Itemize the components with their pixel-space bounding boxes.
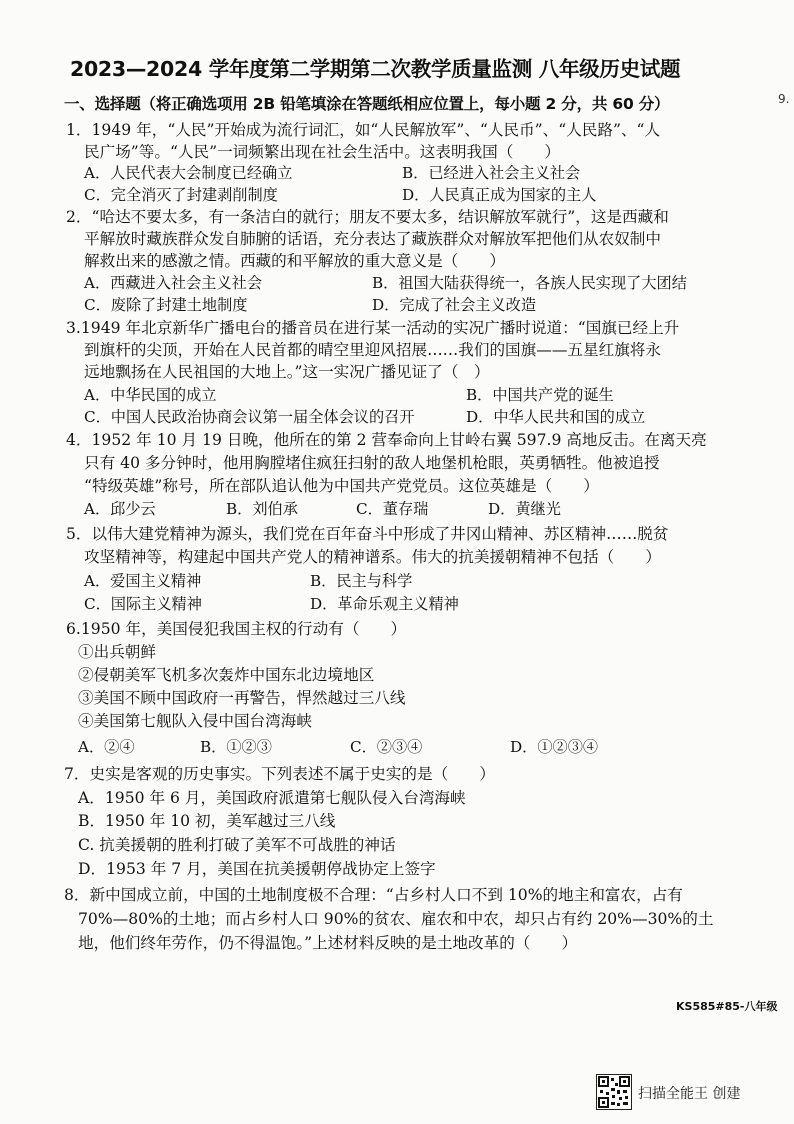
q2-line-2: 平解放时藏族群众发自肺腑的话语，充分表达了藏族群众对解放军把他们从农奴制中 [84,230,661,248]
paper-code: KS585#85-八年级 [676,1000,778,1013]
side-mark: 9. [778,92,790,106]
q2-line-3: 解救出来的感激之情。西藏的和平解放的重大意义是（ ） [84,252,506,270]
q4-line-1: 4．1952 年 10 月 19 日晚，他所在的第 2 营奉命向上甘岭右翼 597.9 高地反击。在离天亮 [66,431,707,449]
q6-option-c: C．②③④ [350,738,423,756]
q7-option-d: D．1953 年 7 月，美国在抗美援朝停战协定上签字 [78,860,436,878]
q4-option-a: A．邱少云 [84,500,156,518]
q2-option-c: C．废除了封建土地制度 [84,296,248,314]
q8-line-1: 8．新中国成立前，中国的土地制度极不合理：“占乡村人口不到 10%的地主和富农，占有 [64,886,683,904]
q7-option-c: C. 抗美援朝的胜利打破了美军不可战胜的神话 [78,836,396,854]
q3-line-2: 到旗杆的尖顶，开始在人民首都的晴空里迎风招展……我们的国旗——五星红旗将永 [84,341,661,359]
q5-option-d: D．革命乐观主义精神 [310,595,459,613]
q1-option-d: D．人民真正成为国家的主人 [402,186,597,204]
q6-item-4: ④美国第七舰队入侵中国台湾海峡 [78,712,312,730]
q1-line-2: 民广场”等。“人民”一词频繁出现在社会生活中。这表明我国（ ） [84,143,561,161]
q1-line-1: 1．1949 年，“人民”开始成为流行词汇，如“人民解放军”、“人民币”、“人民路”、“人 [66,121,661,139]
q2-option-a: A．西藏进入社会主义社会 [84,274,263,292]
q5-option-c: C．国际主义精神 [84,595,202,613]
q4-option-b: B．刘伯承 [226,500,298,518]
q6-item-1: ①出兵朝鲜 [78,643,156,661]
q5-line-1: 5．以伟大建党精神为源头，我们党在百年奋斗中形成了井冈山精神、苏区精神……脱贫 [66,525,669,543]
q4-option-c: C．董存瑞 [356,500,429,518]
scanner-watermark: 扫描全能王 创建 [638,1086,741,1102]
section-heading: 一、选择题（将正确选项用 2B 铅笔填涂在答题纸相应位置上，每小题 2 分，共 60 分） [64,95,670,113]
q3-line-1: 3.1949 年北京新华广播电台的播音员在进行某一活动的实况广播时说道：“国旗已经上升 [66,319,680,337]
q3-option-d: D．中华人民共和国的成立 [466,408,646,426]
q3-option-a: A．中华民国的成立 [84,386,217,404]
q3-line-3: 远地飘扬在人民祖国的大地上。”这一实况广播见证了（ ） [84,363,490,381]
q6-item-3: ③美国不顾中国政府一再警告，悍然越过三八线 [78,689,406,707]
q3-option-b: B．中国共产党的诞生 [466,386,614,404]
q8-line-2: 70%—80%的土地；而占乡村人口 90%的贫农、雇农和中农，却只占有约 20%—30%的土 [78,910,714,928]
q4-line-2: 只有 40 多分钟时，他用胸膛堵住疯狂扫射的敌人地堡机枪眼，英勇牺牲。他被追授 [84,454,660,472]
q6-item-2: ②侵朝美军飞机多次轰炸中国东北边境地区 [78,666,375,684]
q1-option-a: A．人民代表大会制度已经确立 [84,164,293,182]
q4-line-3: “特级英雄”称号，所在部队追认他为中国共产党党员。这位英雄是（ ） [84,477,599,495]
q5-option-a: A．爱国主义精神 [84,572,202,590]
q5-option-b: B．民主与科学 [310,572,413,590]
q6-line-1: 6.1950 年，美国侵犯我国主权的行动有（ ） [66,620,407,638]
exam-title: 2023—2024 学年度第二学期第二次教学质量监测 八年级历史试题 [70,57,681,81]
q8-line-3: 地，他们终年劳作，仍不得温饱。”上述材料反映的是土地改革的（ ） [78,934,578,952]
qr-code-icon [596,1074,632,1110]
q7-option-b: B．1950 年 10 初，美军越过三八线 [78,812,336,830]
q4-option-d: D．黄继光 [488,500,561,518]
q1-option-c: C．完全消灭了封建剥削制度 [84,186,278,204]
q5-line-2: 攻坚精神等，构建起中国共产党人的精神谱系。伟大的抗美援朝精神不包括（ ） [84,548,661,566]
q2-option-b: B．祖国大陆获得统一，各族人民实现了大团结 [372,274,687,292]
q6-option-d: D．①②③④ [510,738,599,756]
q6-option-b: B．①②③ [200,738,272,756]
q2-option-d: D．完成了社会主义改造 [372,296,537,314]
q2-line-1: 2．“哈达不要太多，有一条洁白的就行；朋友不要太多，结识解放军就行”，这是西藏和 [66,208,669,226]
q7-line-1: 7．史实是客观的历史事实。下列表述不属于史实的是（ ） [64,765,495,783]
q1-option-b: B．已经进入社会主义社会 [402,164,581,182]
q7-option-a: A．1950 年 6 月，美国政府派遣第七舰队侵入台湾海峡 [78,789,466,807]
q3-option-c: C．中国人民政治协商会议第一届全体会议的召开 [84,408,415,426]
q6-option-a: A．②④ [78,738,135,756]
